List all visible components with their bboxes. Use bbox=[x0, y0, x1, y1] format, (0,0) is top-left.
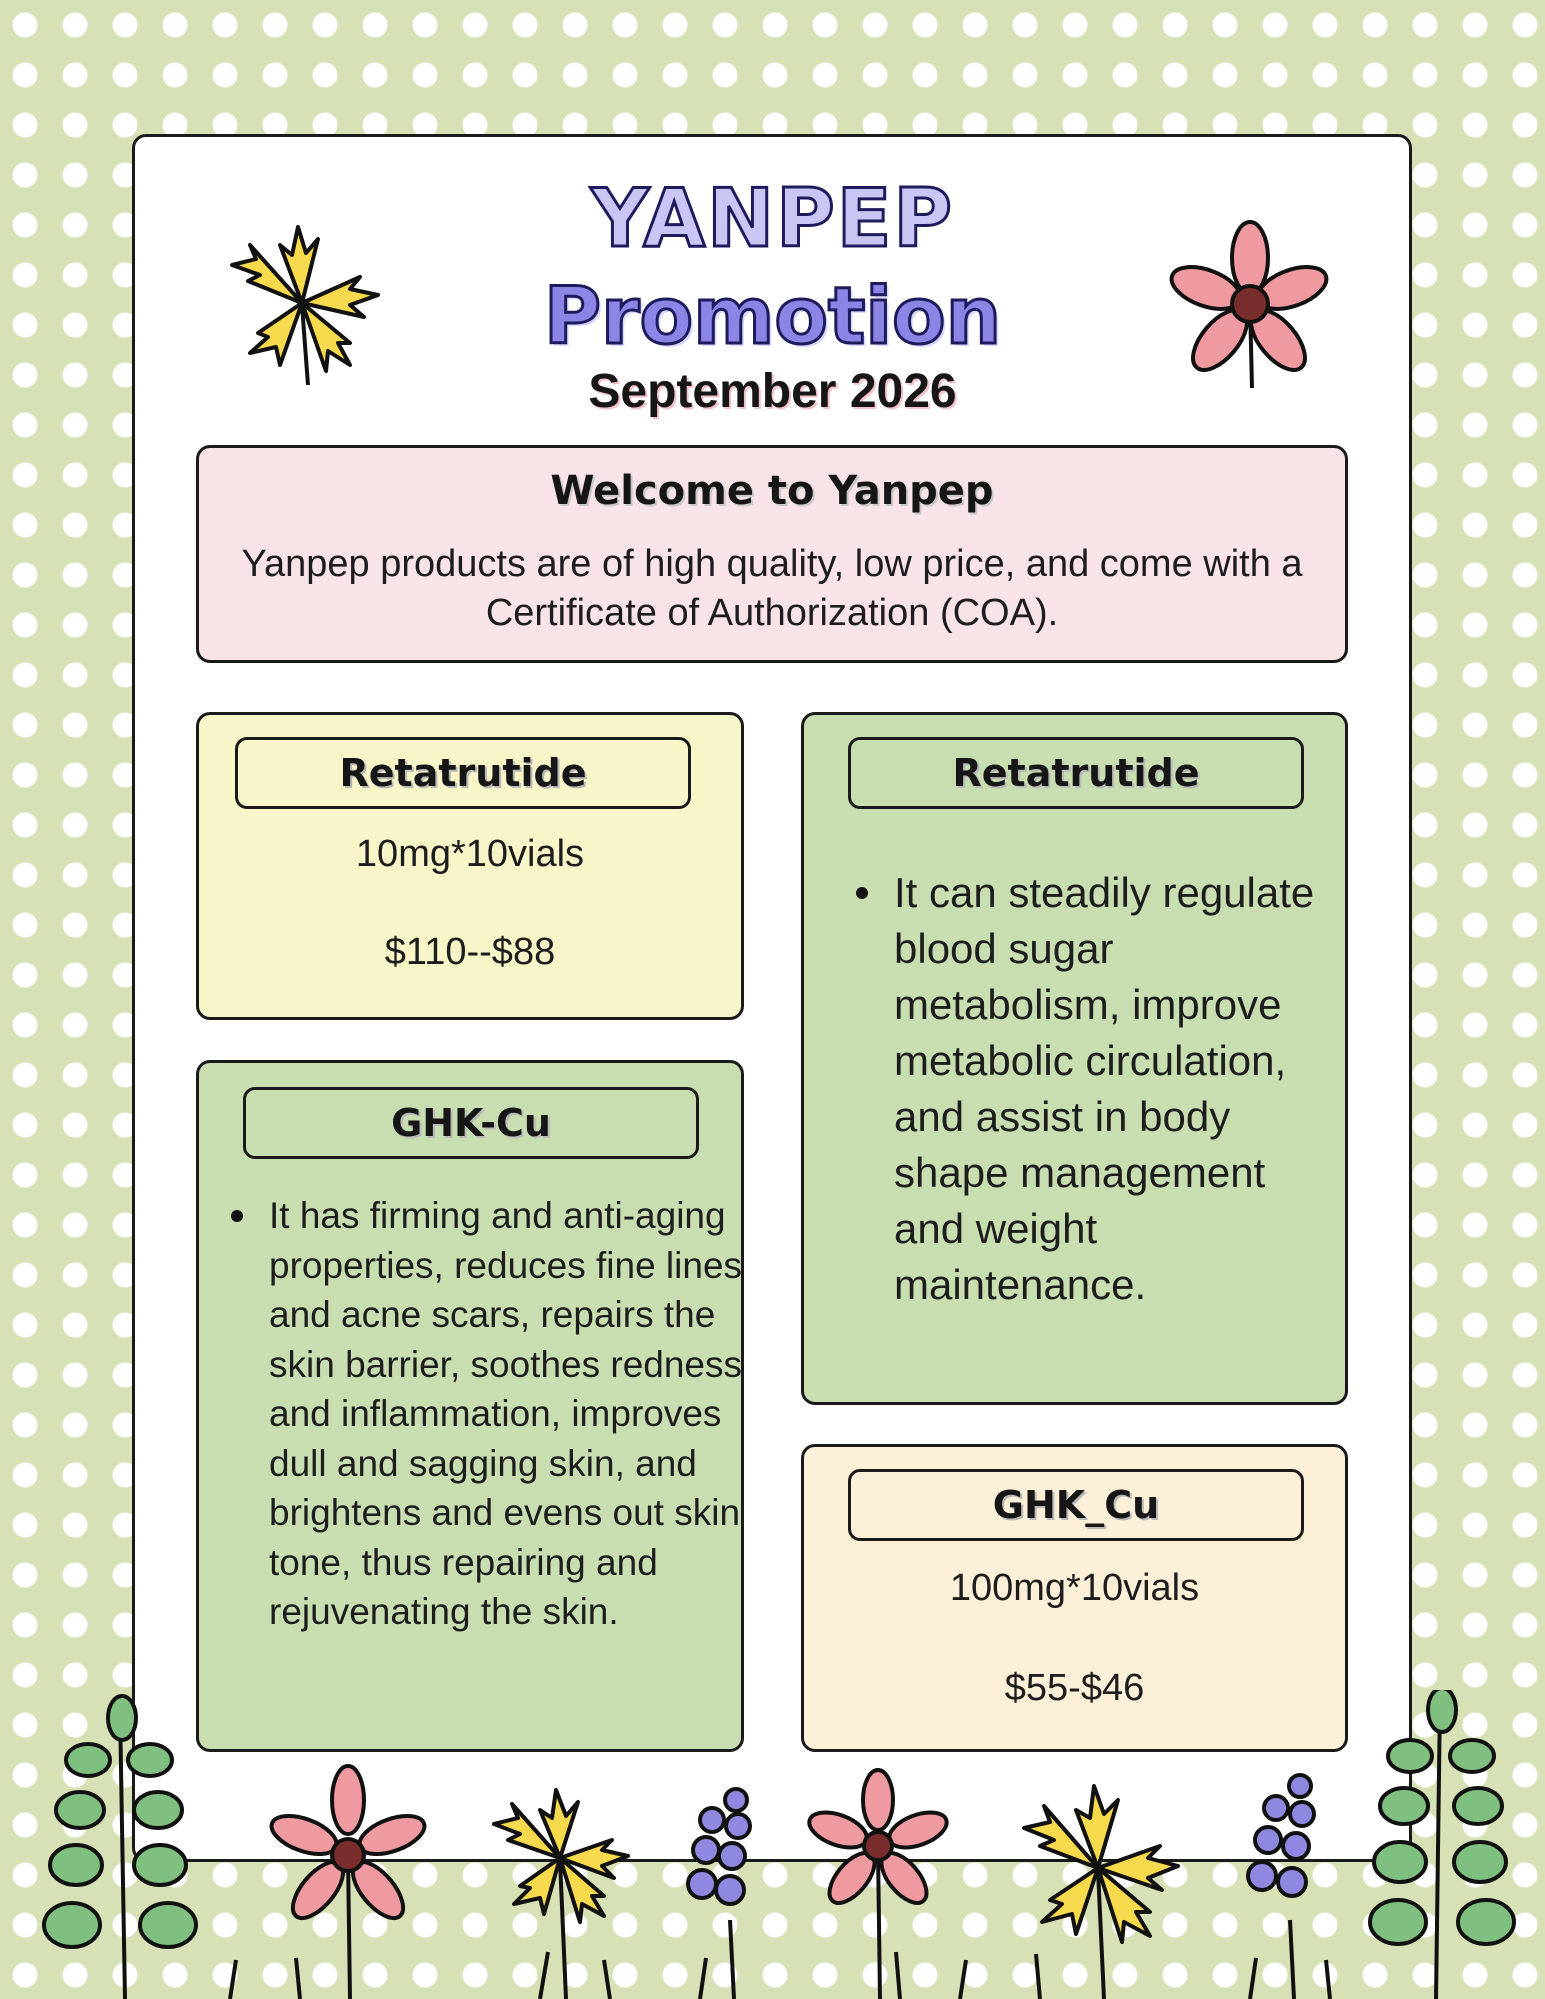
retatrutide-info-bullet: It can steadily regulate blood sugar metabolism, improve metabolic circulation, and assist in body shape management and weight maintenance. bbox=[894, 865, 1334, 1313]
ghk-spec: 100mg*10vials bbox=[949, 1567, 1200, 1609]
yellow-flower-icon bbox=[210, 215, 395, 390]
ghk-price: $55-$46 bbox=[1004, 1667, 1145, 1709]
ghk-info-bullet: It has firming and anti-aging properties, reduces fine lines and acne scars, repairs the skin barrier, soothes redness and inflammation, improves dull and sagging skin, and brightens and evens out skin tone, thus repairing and rejuvenating the skin. bbox=[269, 1191, 759, 1637]
promotion-title: Promotion bbox=[543, 272, 1002, 362]
welcome-title: Welcome to Yanpep bbox=[550, 468, 994, 514]
retatrutide-price-title: Retatrutide bbox=[235, 737, 691, 809]
blue-berry-icon bbox=[688, 1789, 750, 1999]
welcome-box bbox=[196, 445, 1348, 663]
green-leaf-stem-icon bbox=[1370, 1690, 1514, 1999]
retatrutide-price-card bbox=[196, 712, 744, 1020]
pink-flower-icon bbox=[805, 1770, 952, 1999]
retatrutide-price: $110--$88 bbox=[384, 931, 556, 973]
ghk-price-title: GHK_Cu bbox=[848, 1469, 1304, 1541]
ghk-info-title: GHK-Cu bbox=[243, 1087, 699, 1159]
promotion-date: September 2026 bbox=[588, 365, 957, 418]
retatrutide-info-list bbox=[844, 865, 1334, 1313]
yellow-flower-icon bbox=[1024, 1786, 1178, 1999]
ghk-info-card bbox=[196, 1060, 744, 1752]
green-leaf-stem-icon bbox=[44, 1696, 196, 1999]
blue-berry-icon bbox=[1248, 1775, 1314, 1999]
garden-border bbox=[0, 1690, 1545, 1999]
brand-title: YANPEP bbox=[590, 172, 955, 265]
ghk-info-list bbox=[219, 1191, 759, 1637]
pink-flower-icon bbox=[1160, 218, 1340, 393]
retatrutide-spec: 10mg*10vials bbox=[355, 833, 585, 875]
welcome-text: Yanpep products are of high quality, low price, and come with a Certificate of Authorization (COA). bbox=[241, 543, 1303, 634]
retatrutide-info-card bbox=[801, 712, 1348, 1405]
retatrutide-info-title: Retatrutide bbox=[848, 737, 1304, 809]
yellow-flower-icon bbox=[494, 1790, 628, 1999]
pink-flower-icon bbox=[267, 1766, 430, 1999]
